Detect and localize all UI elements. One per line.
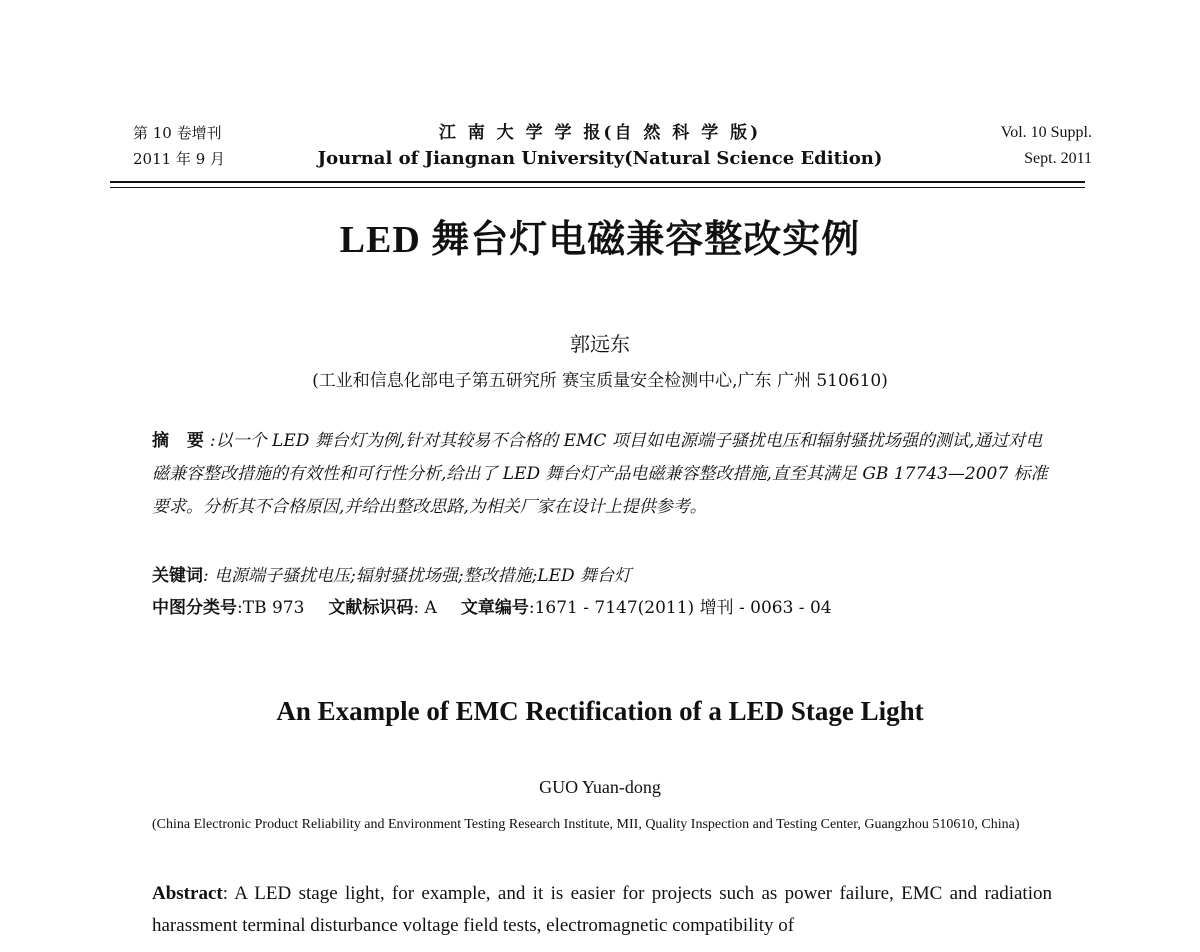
abstract-cn-text: :以一个 LED 舞台灯为例,针对其较易不合格的 EMC 项目如电源端子骚扰电压和辐射骚扰场强的测试,通过对电磁兼容整改措施的有效性和可行性分析,给出了 LED 舞台灯产品电磁兼容整改措施,直至其满足 GB 17743—2007 标准要求。分析其不合格原因,并给出整改思路,为相关厂家在设计上提供参考。 xyxy=(152,431,1048,517)
journal-name-cn: 江 南 大 学 学 报(自 然 科 学 版) xyxy=(438,123,762,143)
doc-code-label: 文献标识码 xyxy=(328,598,414,618)
header-left xyxy=(133,120,225,172)
abstract-cn xyxy=(152,425,1052,524)
affiliation-cn: (工业和信息化部电子第五研究所 赛宝质量安全检测中心,广东 广州 510610) xyxy=(312,371,888,391)
keywords-cn-label: 关键词 xyxy=(152,566,203,586)
abstract-en xyxy=(152,878,1052,942)
article-no-label: 文章编号 xyxy=(460,598,529,618)
affiliation-en: (China Electronic Product Reliability and Environment Testing Research Institute, MII, Quality Inspection and Testing Center, Guangzhou 510610, China) xyxy=(152,817,1020,832)
date-en: Sept. 2011 xyxy=(1024,150,1092,167)
journal-name-en: Journal of Jiangnan University(Natural Science Edition) xyxy=(317,148,883,169)
paper-title-cn: LED 舞台灯电磁兼容整改实例 xyxy=(339,219,861,261)
header-rule-thick xyxy=(110,181,1085,183)
keywords-cn-text: : 电源端子骚扰电压;辐射骚扰场强;整改措施;LED 舞台灯 xyxy=(203,566,632,586)
volume-en: Vol. 10 Suppl. xyxy=(1000,124,1092,141)
doc-code-value: : A xyxy=(413,598,437,618)
paper-title-en: An Example of EMC Rectification of a LED Stage Light xyxy=(276,696,924,726)
abstract-en-text: : A LED stage light, for example, and it is easier for projects such as power failure, EMC and radiation harassment terminal disturbance voltage field tests, electromagnetic compatibility of xyxy=(152,883,1052,936)
header-rule-thin xyxy=(110,187,1085,188)
classification-line xyxy=(152,594,1052,622)
article-no-value: :1671 - 7147(2011) 增刊 - 0063 - 04 xyxy=(528,598,832,618)
abstract-cn-label: 摘 要 xyxy=(152,431,210,451)
clc-label: 中图分类号 xyxy=(152,598,237,618)
keywords-cn xyxy=(152,562,1052,590)
volume-cn: 第 10 卷增刊 xyxy=(133,124,222,142)
header-center xyxy=(250,120,950,172)
abstract-en-label: Abstract xyxy=(152,883,223,904)
header-right xyxy=(1001,120,1092,172)
clc-value: :TB 973 xyxy=(237,598,305,618)
author-cn: 郭远东 xyxy=(570,332,630,356)
date-cn: 2011 年 9 月 xyxy=(133,150,226,168)
author-en: GUO Yuan-dong xyxy=(539,777,661,797)
